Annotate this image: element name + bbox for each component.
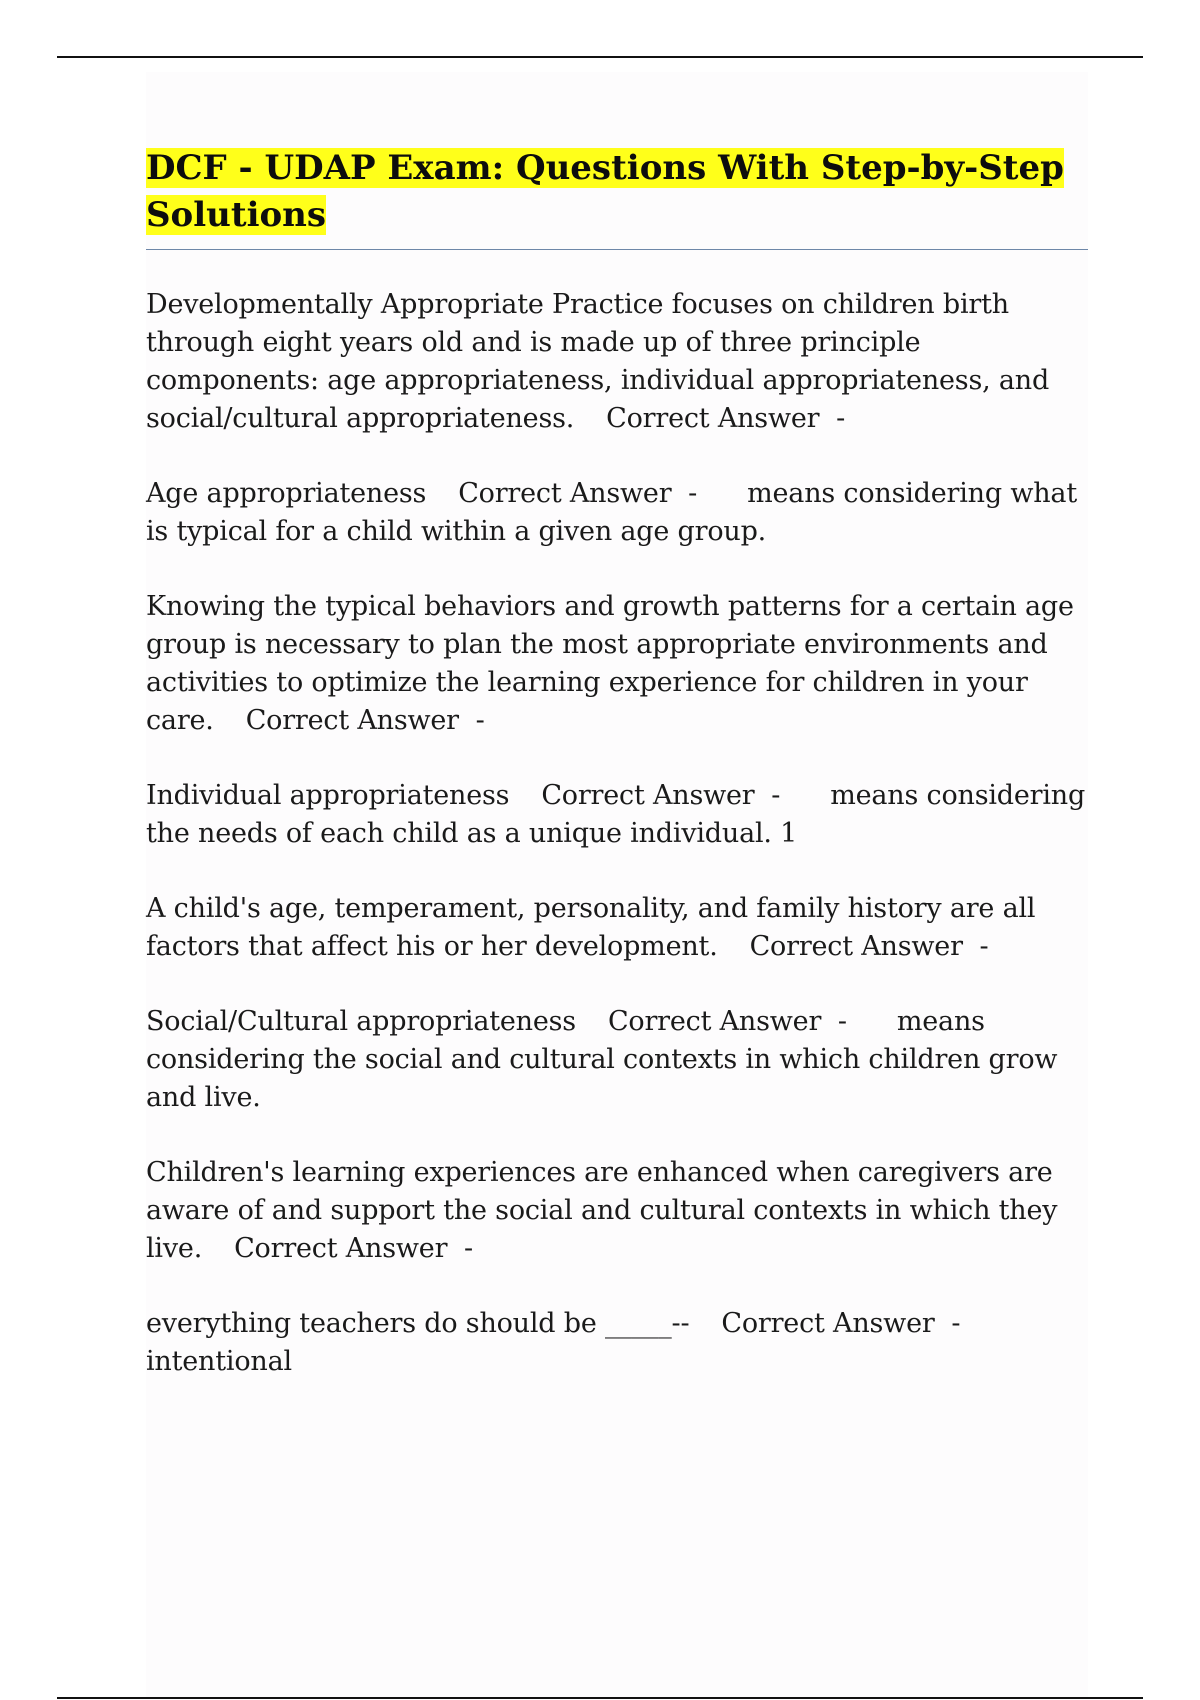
footer-rule [57,1697,1143,1699]
answer-label: Correct Answer [245,705,459,736]
answer-text: means considering the social and cultural contexts in which children grow and live. [146,1006,1058,1113]
question-text: Social/Cultural appropriateness [146,1006,576,1037]
answer-text: intentional [146,1346,292,1377]
answer-label: Correct Answer [606,403,820,434]
answer-text: means considering the needs of each child as a unique individual. 1 [146,780,1086,849]
title-divider [146,249,1088,250]
document-content [146,145,1088,1418]
qa-item: Age appropriateness Correct Answer - means considering what is typical for a child within a given age group. [146,478,1077,547]
question-text: everything teachers do should be _____-- [146,1308,690,1339]
answer-text: means considering what is typical for a child within a given age group. [146,478,1077,547]
answer-label: Correct Answer [749,931,963,962]
answer-label: Correct Answer [234,1233,448,1264]
qa-item: everything teachers do should be _____-- Correct Answer - intentional [146,1308,961,1377]
header-rule [57,56,1143,58]
qa-item: Developmentally Appropriate Practice focuses on children birth through eight years old and is made up of three principle components: age appropriateness, individual appropriateness, and social/cultural appropriateness. Correct Answer - [146,289,1050,434]
question-text: Age appropriateness [146,478,427,509]
qa-item: Knowing the typical behaviors and growth patterns for a certain age group is necessary to plan the most appropriate environments and activities to optimize the learning experience for children in your care. Correct Answer - [146,591,1074,736]
answer-label: Correct Answer [458,478,672,509]
qa-item: Children's learning experiences are enhanced when caregivers are aware of and support the social and cultural contexts in which they live. Correct Answer - [146,1157,1058,1264]
qa-item: A child's age, temperament, personality, and family history are all factors that affect his or her development. Correct Answer - [146,893,1036,962]
question-text: Individual appropriateness [146,780,510,811]
qa-item: Social/Cultural appropriateness Correct Answer - means considering the social and cultural contexts in which children grow and live. [146,1006,1058,1113]
document-title [146,145,1088,239]
question-text: Children's learning experiences are enhanced when caregivers are aware of and support the social and cultural contexts in which they live. [146,1157,1058,1264]
qa-list [146,286,1088,1381]
title-highlight: DCF - UDAP Exam: Questions With Step-by-Step Solutions [146,148,1064,235]
question-text: A child's age, temperament, personality, and family history are all factors that affect his or her development. [146,893,1036,962]
qa-item: Individual appropriateness Correct Answer - means considering the needs of each child as a unique individual. 1 [146,780,1086,849]
answer-label: Correct Answer [541,780,755,811]
question-text: Knowing the typical behaviors and growth patterns for a certain age group is necessary to plan the most appropriate environments and activities to optimize the learning experience for children in your care. [146,591,1074,736]
question-text: Developmentally Appropriate Practice focuses on children birth through eight years old and is made up of three principle components: age appropriateness, individual appropriateness, and social/cultural appropriateness. [146,289,1050,434]
answer-label: Correct Answer [721,1308,935,1339]
answer-label: Correct Answer [607,1006,822,1037]
